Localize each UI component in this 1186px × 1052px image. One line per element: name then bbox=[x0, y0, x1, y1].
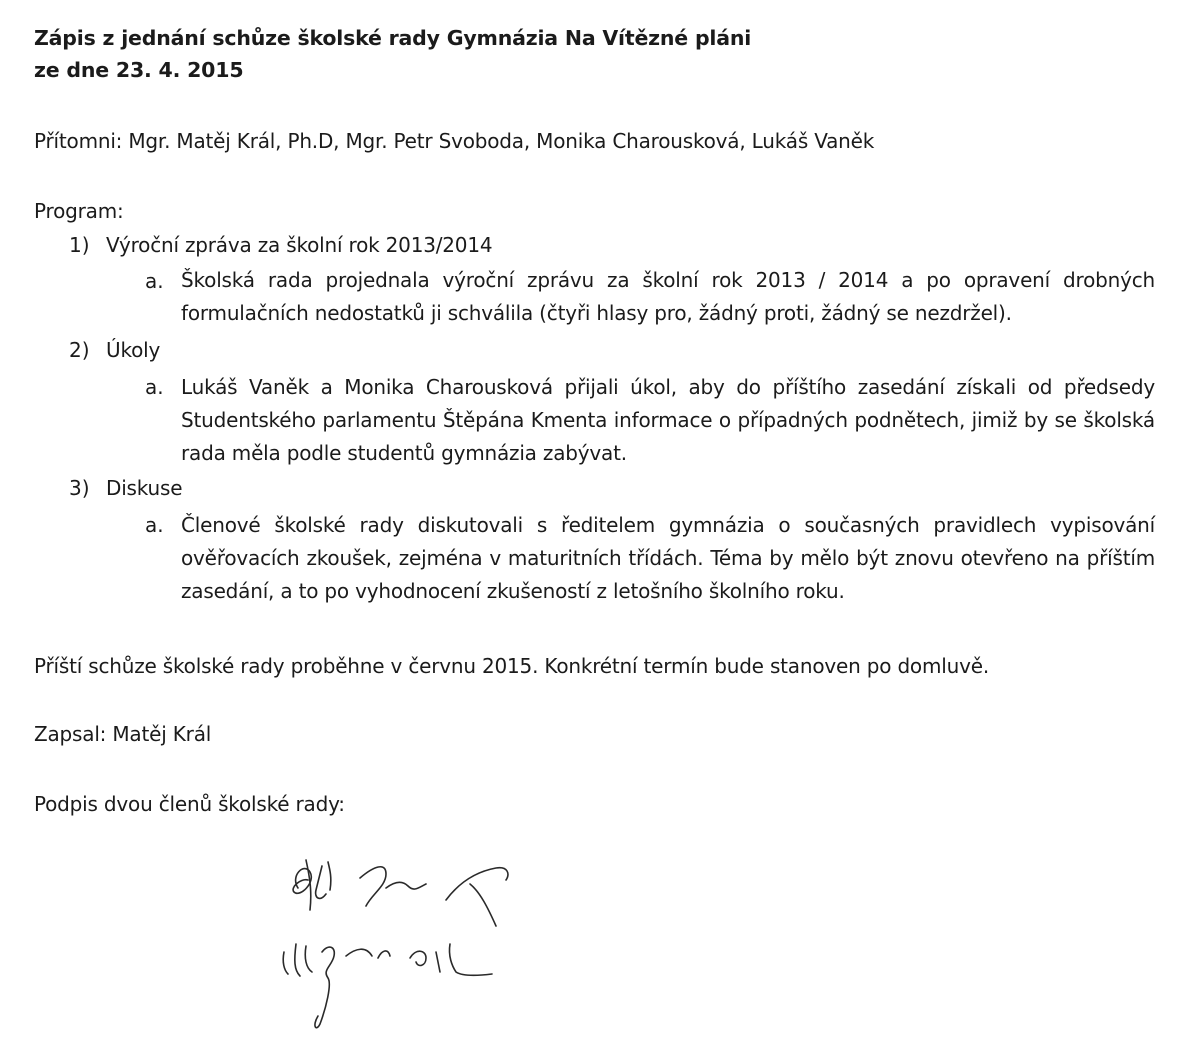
program-heading: Program: bbox=[34, 199, 124, 223]
item-label: Úkoly bbox=[106, 338, 161, 362]
handwritten-signatures-icon bbox=[270, 848, 530, 1048]
item-number: 1) bbox=[69, 233, 90, 257]
next-meeting-text: Příští schůze školské rady proběhne v červnu 2015. Konkrétní termín bude stanoven po domluvě. bbox=[34, 654, 989, 678]
sub-item-letter: a. bbox=[145, 375, 164, 399]
item-number: 3) bbox=[69, 476, 90, 500]
sub-item-text: Lukáš Vaněk a Monika Charousková přijali úkol, aby do příštího zasedání získali od předsedy Studentského parlamentu Štěpána Kmenta informace o případných podnětech, jimiž by se školská rada měla podle studentů gymnázia zabývat. bbox=[181, 375, 1155, 465]
attendees-line: Přítomni: Mgr. Matěj Král, Ph.D, Mgr. Petr Svoboda, Monika Charousková, Lukáš Vaněk bbox=[34, 129, 875, 153]
document-title: Zápis z jednání schůze školské rady Gymnázia Na Vítězné pláni bbox=[34, 26, 752, 50]
signatures-label: Podpis dvou členů školské rady: bbox=[34, 792, 345, 816]
recorded-by: Zapsal: Matěj Král bbox=[34, 722, 212, 746]
sub-item-letter: a. bbox=[145, 513, 164, 537]
document-date: ze dne 23. 4. 2015 bbox=[34, 58, 244, 82]
sub-item-letter: a. bbox=[145, 269, 164, 293]
sub-item-text: Členové školské rady diskutovali s ředitelem gymnázia o současných pravidlech vypisování ověřovacích zkoušek, zejména v maturitních třídách. Téma by mělo být znovu otevřeno na příštím zasedání, a to po vyhodnocení zkušeností z letošního školního roku. bbox=[181, 513, 1155, 603]
sub-item-text: Školská rada projednala výroční zprávu za školní rok 2013 / 2014 a po opravení drobných formulačních nedostatků ji schválila (čtyři hlasy pro, žádný proti, žádný se nezdržel). bbox=[181, 268, 1155, 325]
item-number: 2) bbox=[69, 338, 90, 362]
item-label: Diskuse bbox=[106, 476, 183, 500]
item-label: Výroční zpráva za školní rok 2013/2014 bbox=[106, 233, 493, 257]
